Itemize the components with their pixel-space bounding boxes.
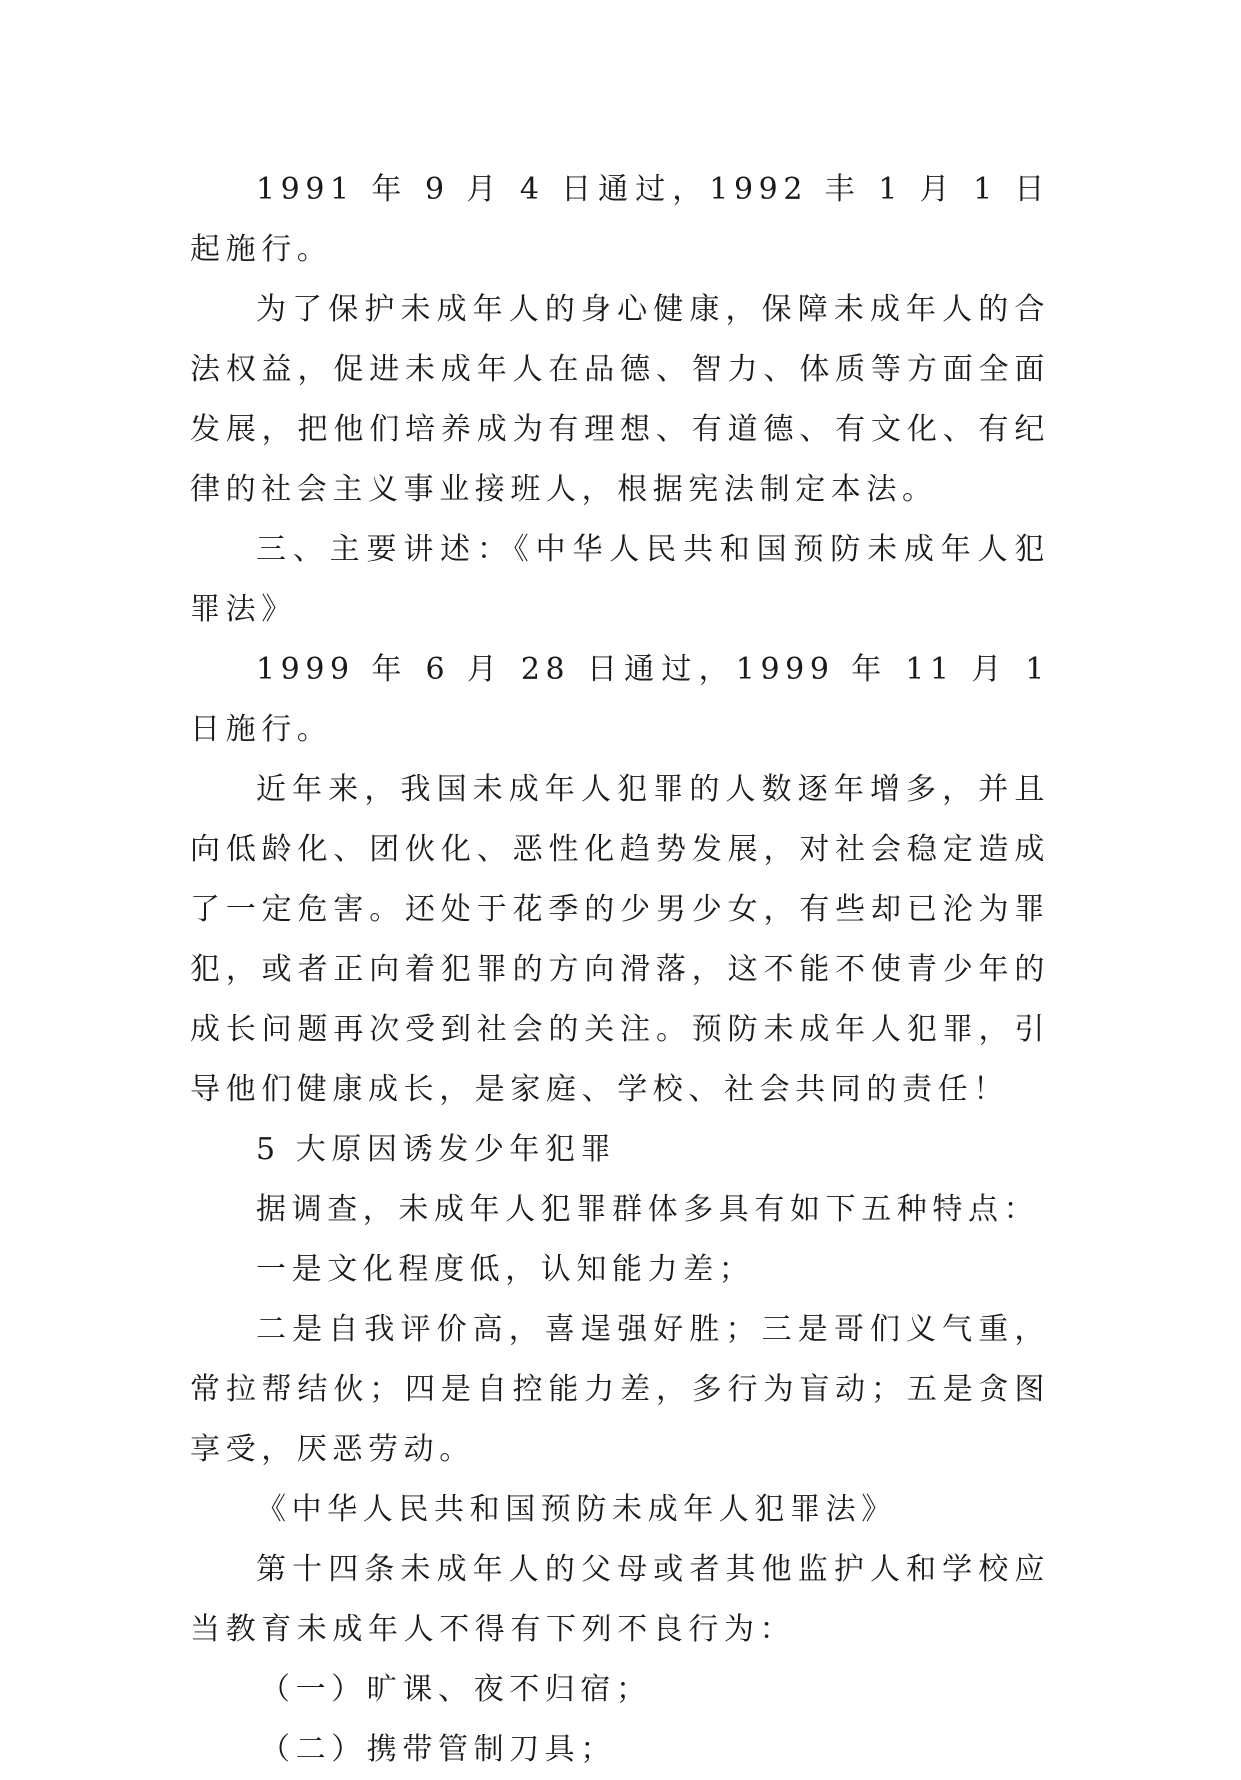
list-item-1: （一）旷课、夜不归宿； [260, 1672, 652, 1707]
list-item-2: （二）携带管制刀具； [260, 1732, 616, 1767]
paragraph-purpose: 为了保护未成年人的身心健康，保障未成年人的合法权益，促进未成年人在品德、智力、体质等方面全面发展，把他们培养成为有理想、有道德、有文化、有纪律的社会主义事业接班人，根据宪法制定本法。 [190, 292, 1050, 507]
paragraph-enactment-date-1991: 1991 年 9 月 4 日通过，1992 丰 1 月 1 日起施行。 [190, 172, 1050, 267]
section-heading-3: 三、主要讲述：《中华人民共和国预防未成年人犯罪法》 [190, 532, 1050, 627]
document-body [190, 160, 1050, 1780]
article-14: 第十四条未成年人的父母或者其他监护人和学校应当教育未成年人不得有下列不良行为： [190, 1552, 1050, 1647]
paragraph-trait-1: 一是文化程度低，认知能力差； [256, 1252, 755, 1287]
paragraph-traits-2-5: 二是自我评价高，喜逞强好胜；三是哥们义气重，常拉帮结伙；四是自控能力差，多行为盲动；五是贪图享受，厌恶劳动。 [190, 1312, 1050, 1467]
paragraph-background: 近年来，我国未成年人犯罪的人数逐年增多，并且向低龄化、团伙化、恶性化趋势发展，对社会稳定造成了一定危害。还处于花季的少男少女，有些却已沦为罪犯，或者正向着犯罪的方向滑落，这不能不使青少年的成长问题再次受到社会的关注。预防未成年人犯罪，引导他们健康成长，是家庭、学校、社会共同的责任！ [190, 772, 1050, 1107]
law-title: 《中华人民共和国预防未成年人犯罪法》 [256, 1492, 897, 1527]
paragraph-enactment-date-1999: 1999 年 6 月 28 日通过，1999 年 11 月 1 日施行。 [190, 652, 1050, 747]
subheading-five-causes: 5 大原因诱发少年犯罪 [256, 1132, 617, 1167]
paragraph-survey: 据调查，未成年人犯罪群体多具有如下五种特点： [256, 1192, 1040, 1227]
